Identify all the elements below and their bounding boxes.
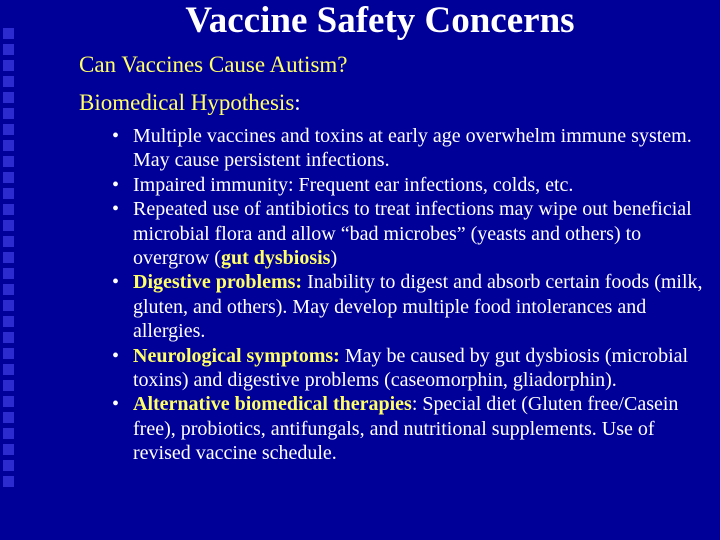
bullet-icon: • <box>112 198 120 221</box>
decorative-square <box>3 156 14 167</box>
decorative-square <box>3 332 14 343</box>
bullet-icon: • <box>112 173 120 196</box>
decorative-square <box>3 412 14 423</box>
list-item <box>112 392 716 465</box>
decorative-square <box>3 252 14 263</box>
list-item <box>112 124 716 173</box>
bullet-text: Multiple vaccines and toxins at early age overwhelm immune system. May cause persistent infections. <box>133 125 692 172</box>
subtitle-hypothesis <box>79 89 301 117</box>
decorative-square <box>3 108 14 119</box>
decorative-square <box>3 396 14 407</box>
decorative-square <box>3 92 14 103</box>
decorative-square-strip <box>3 28 17 492</box>
subtitle-hypothesis-text: Biomedical Hypothesis <box>79 90 295 115</box>
bullet-text: Impaired immunity: Frequent ear infections, colds, etc. <box>133 173 574 196</box>
bullet-icon: • <box>112 271 120 294</box>
decorative-square <box>3 76 14 87</box>
list-item <box>112 173 716 197</box>
decorative-square <box>3 204 14 215</box>
subtitle-question: Can Vaccines Cause Autism? <box>79 52 348 77</box>
decorative-square <box>3 60 14 71</box>
decorative-square <box>3 300 14 311</box>
bullet-text: Repeated use of antibiotics to treat infections may wipe out beneficial microbial flora and allow “bad microbes” (yeasts and others) to overgrow ( <box>133 198 692 270</box>
bullet-list <box>112 124 716 466</box>
decorative-square <box>3 364 14 375</box>
slide-title: Vaccine Safety Concerns <box>185 0 575 41</box>
bullet-text: : Special diet (Gluten free/Casein free), probiotics, antifungals, and nutritional supplements. Use of revised vaccine schedule. <box>133 393 679 465</box>
bullet-lead: Alternative biomedical therapies <box>133 393 412 416</box>
list-item <box>112 270 716 343</box>
list-item <box>112 344 716 393</box>
bullet-icon: • <box>112 125 120 147</box>
bullet-icon: • <box>112 393 120 416</box>
bullet-tail: ) <box>330 247 338 270</box>
decorative-square <box>3 268 14 279</box>
bullet-icon: • <box>112 344 120 367</box>
subtitle-colon: : <box>294 90 301 115</box>
bullet-text: Inability to digest and absorb certain foods (milk, gluten, and others). May develop multiple food intolerances and allergies. <box>133 271 703 343</box>
decorative-square <box>3 476 14 487</box>
decorative-square <box>3 348 14 359</box>
decorative-square <box>3 172 14 183</box>
decorative-square <box>3 428 14 439</box>
decorative-square <box>3 220 14 231</box>
decorative-square <box>3 284 14 295</box>
decorative-square <box>3 188 14 199</box>
decorative-square <box>3 316 14 327</box>
decorative-square <box>3 140 14 151</box>
decorative-square <box>3 44 14 55</box>
bullet-text: May be caused by gut dysbiosis (microbial toxins) and digestive problems (caseomorphin, gliadorphin). <box>133 344 689 392</box>
decorative-square <box>3 460 14 471</box>
decorative-square <box>3 444 14 455</box>
decorative-square <box>3 380 14 391</box>
bullet-lead: Digestive problems: <box>133 271 303 294</box>
decorative-square <box>3 236 14 247</box>
decorative-square <box>3 124 14 135</box>
bullet-lead: Neurological symptoms: <box>133 344 340 367</box>
bullet-tail-highlight: gut dysbiosis <box>220 247 331 270</box>
list-item <box>112 197 716 270</box>
